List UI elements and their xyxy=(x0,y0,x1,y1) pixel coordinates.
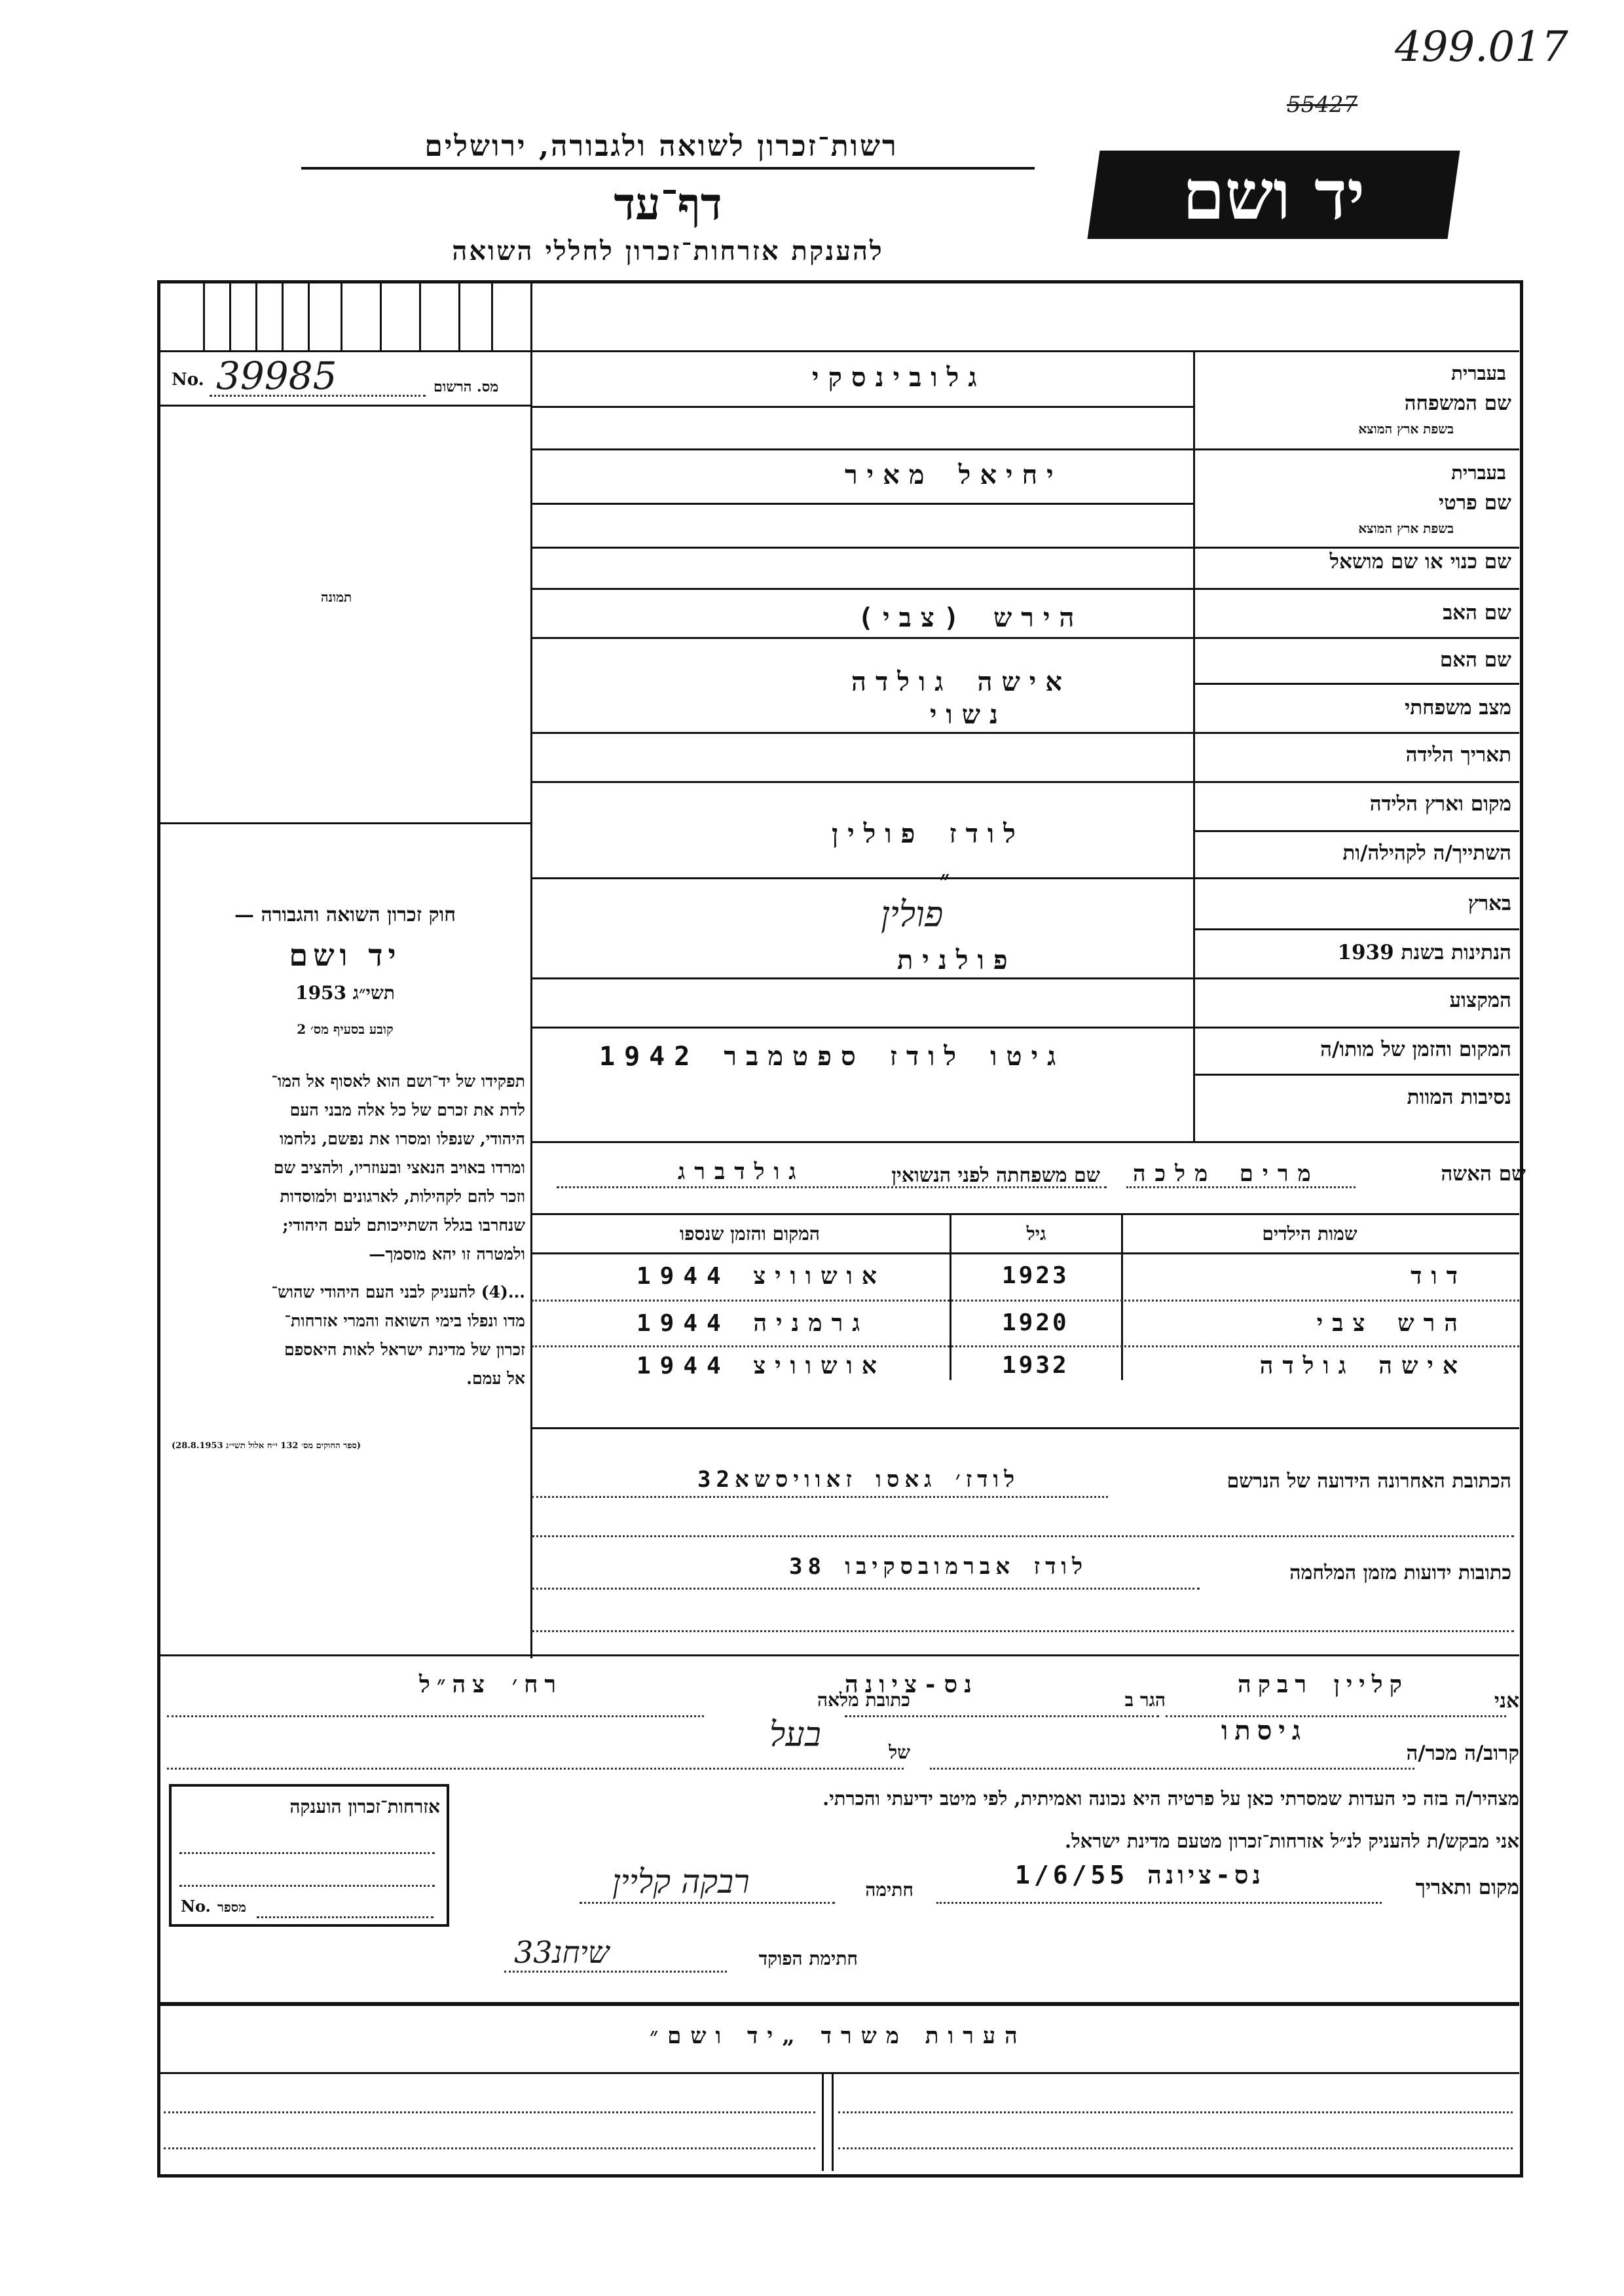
first-name-origin-label: בשפת ארץ המוצא xyxy=(1358,520,1454,536)
remarks-divider xyxy=(157,2072,1519,2074)
father-value: הירש (צבי) xyxy=(858,603,1084,633)
first-name-hebrew-label: בעברית xyxy=(1451,462,1506,484)
declarant-city-dots xyxy=(845,1715,1159,1717)
code-box-line xyxy=(491,280,493,350)
declarant-of-label: של xyxy=(889,1741,910,1763)
community-value: לודז פולין xyxy=(832,819,1025,849)
child-age: 1920 xyxy=(1002,1309,1069,1336)
law-name: יד ושם xyxy=(289,938,401,973)
child-age: 1932 xyxy=(1002,1352,1069,1379)
child-age: 1923 xyxy=(1002,1262,1069,1289)
nickname-label: שם כנוי או שם מושאל xyxy=(1329,550,1511,574)
authority-underline xyxy=(301,167,1035,170)
wife-label: שם האשה xyxy=(1441,1162,1526,1186)
child-place: אושוויצ 1944 xyxy=(637,1263,886,1290)
law-line: ומרדו באויב הנאצי ובעוזריו, ולהציב שם xyxy=(273,1158,525,1177)
war-address-dots-2 xyxy=(532,1630,1514,1632)
place-date-dots xyxy=(936,1902,1382,1904)
law-line: אל עמם. xyxy=(466,1369,525,1388)
officer-signature: שיחנ33 xyxy=(514,1935,610,1970)
law-line: ...(4) להעניק לבני העם היהודי שהוש־ xyxy=(271,1283,525,1302)
remarks-dots xyxy=(838,2111,1513,2113)
first-name-value: יחיאל מאיר xyxy=(845,460,1063,490)
mother-label: שם האם xyxy=(1439,648,1511,672)
child-name: אישה גולדה xyxy=(1259,1353,1467,1379)
death-label: המקום והזמן של מותו/ה xyxy=(1320,1038,1511,1061)
profession-label: המקצוע xyxy=(1449,989,1511,1012)
children-top xyxy=(532,1213,1519,1215)
law-year: תשי״ג 1953 xyxy=(295,982,395,1004)
remarks-dots xyxy=(838,2147,1513,2149)
last-address-value: לודז׳ גאסו זאוויסשא32 xyxy=(697,1467,1020,1493)
left-divider xyxy=(157,405,532,407)
father-label: שם האב xyxy=(1443,601,1511,625)
declarant-city: נס-ציונה xyxy=(845,1671,978,1698)
signature-dots xyxy=(580,1902,835,1904)
wife-value: מרים מלכה xyxy=(1133,1161,1320,1187)
country-ditto: ״ xyxy=(940,865,959,895)
mother-value: אישה גולדה xyxy=(851,667,1071,697)
officer-signature-label: חתימת הפוקד xyxy=(758,1948,858,1969)
birth-date-label: תאריך הלידה xyxy=(1405,743,1511,767)
officer-dots xyxy=(504,1971,727,1973)
remarks-center-line xyxy=(822,2072,824,2171)
law-line: היהודי, שנפלו ומסרו את נפשם, נלחמו xyxy=(279,1129,525,1148)
row-line xyxy=(1193,830,1519,832)
circumstances-label: נסיבות המוות xyxy=(1407,1085,1511,1109)
birth-place-label: מקום וארץ הלידה xyxy=(1369,792,1511,816)
form-subtitle: להענקת אזרחות־זכרון לחללי השואה xyxy=(452,236,884,266)
row-line xyxy=(532,547,1519,549)
registration-number: 39985 xyxy=(216,354,337,398)
registration-no-label: No. xyxy=(172,370,204,390)
death-value: גיטו לודז ספטמבר 1942 xyxy=(599,1042,1065,1072)
marital-label: מצב משפחתי xyxy=(1405,696,1511,720)
request-text: אני מבקש/ת להעניק לנ״ל אזרחות־זכרון מטעם מדינת ישראל. xyxy=(1065,1830,1519,1852)
declarant-of-value: בעל xyxy=(769,1715,821,1755)
country-handwritten: פולין xyxy=(881,894,944,935)
yad-vashem-logo xyxy=(1088,151,1460,239)
declarant-i-label: אני xyxy=(1494,1689,1519,1713)
law-line: לדת את זכרם של כל אלה מבני העם xyxy=(289,1101,525,1120)
code-box-line xyxy=(308,280,310,350)
code-box-line xyxy=(282,280,284,350)
place-date-label: מקום ותאריך xyxy=(1415,1876,1519,1899)
children-row xyxy=(532,1345,1519,1388)
maiden-value: גולדברג xyxy=(678,1159,805,1185)
remarks-top-thick xyxy=(157,2002,1519,2006)
first-name-label: שם פרטי xyxy=(1438,491,1511,515)
child-place: גרמניה 1944 xyxy=(637,1310,870,1337)
code-boxes xyxy=(183,280,530,350)
box-dots xyxy=(257,1916,434,1918)
row-line xyxy=(532,637,1519,639)
signature-label: חתימה xyxy=(865,1879,913,1901)
logo-text: יד ושם xyxy=(1182,155,1365,235)
code-box-line xyxy=(255,280,257,350)
law-line: תפקידו של יד־ושם הוא לאסוף אל המו־ xyxy=(271,1072,525,1091)
row-line xyxy=(1193,683,1519,685)
remarks-dots xyxy=(164,2147,815,2149)
declarant-street: רח׳ צה״ל xyxy=(419,1671,563,1698)
code-box-line xyxy=(458,280,460,350)
last-address-dots xyxy=(532,1496,1108,1498)
citizenship-value: פולנית xyxy=(897,945,1017,975)
declarant-relative-label: קרוב/ה מכר/ה xyxy=(1406,1741,1519,1765)
declarant-signature: רבקה קליין xyxy=(612,1863,750,1901)
family-name-origin-label: בשפת ארץ המוצא xyxy=(1358,421,1454,437)
registration-he-label: מס. הרשום xyxy=(434,378,499,395)
law-line: שנחרבו בגלל השתייכותם לעם היהודי; xyxy=(282,1216,525,1235)
relation-dots xyxy=(930,1768,1414,1770)
photo-bottom xyxy=(157,822,532,824)
country-label: בארץ xyxy=(1467,892,1511,915)
children-header-line xyxy=(532,1252,1519,1254)
family-name-hebrew-label: בעברית xyxy=(1451,362,1506,384)
declarant-name-dots xyxy=(1166,1715,1506,1717)
child-name: דוד xyxy=(1411,1263,1467,1290)
box-no-label: No. xyxy=(181,1897,211,1916)
community-label: השתייך/ה לקהילה/ות xyxy=(1342,841,1511,865)
family-name-value: גלובינסקי xyxy=(812,363,986,393)
frame-divider xyxy=(157,350,1519,352)
children-header-place: המקום והזמן שנספו xyxy=(680,1223,820,1245)
box-he-no-label: מספר xyxy=(217,1899,246,1915)
declarant-full-address-label: כתובת מלאה xyxy=(817,1689,910,1711)
children-bottom xyxy=(532,1427,1519,1429)
law-text xyxy=(172,1067,525,1393)
left-column-border xyxy=(530,280,532,1658)
form-title: דף־עד xyxy=(614,178,722,230)
law-line: וזכר להם לקהילות, לארגונים ולמוסדות xyxy=(280,1187,525,1206)
children-header-names: שמות הילדים xyxy=(1262,1223,1357,1245)
child-name: הרש צבי xyxy=(1316,1310,1467,1337)
law-clause: קובע בסעיף מס׳ 2 xyxy=(297,1021,394,1037)
label-column-border xyxy=(1193,350,1195,1142)
archive-number: 499.017 xyxy=(1395,23,1568,71)
citizenship-label: הנתינות בשנת 1939 xyxy=(1337,941,1511,964)
citizenship-granted-title: אזרחות־זכרון הוענקה xyxy=(289,1796,440,1817)
law-title: חוק זכרון השואה והגבורה — xyxy=(234,903,456,926)
code-box-line xyxy=(203,280,205,350)
law-line: ולמטרה זו יהא מוסמך— xyxy=(369,1245,525,1264)
declarant-name: קליין רבקה xyxy=(1238,1671,1409,1698)
maiden-name-label: שם משפחתה לפני הנשואין xyxy=(891,1164,1100,1187)
struck-number: 55427 xyxy=(1287,92,1358,118)
remarks-center-line xyxy=(832,2072,834,2171)
law-citation: (ספר החוקים מס׳ 132 י״ח אלול תשי״ג 28.8.1953) xyxy=(172,1441,361,1451)
code-box-line xyxy=(341,280,342,350)
row-line xyxy=(532,781,1519,783)
code-box-line xyxy=(380,280,382,350)
section-divider xyxy=(157,1654,1519,1656)
declarant-street-dots xyxy=(167,1715,704,1717)
remarks-dots xyxy=(164,2111,815,2113)
last-address-label: הכתובת האחרונה הידועה של הנרשם xyxy=(1227,1470,1511,1493)
maiden-dots xyxy=(557,1186,1107,1188)
war-address-dots xyxy=(532,1588,1200,1590)
declarant-resides-label: הגר ב xyxy=(1124,1689,1166,1711)
children-row-line xyxy=(532,1300,1519,1302)
row-line xyxy=(532,406,1193,408)
row-line xyxy=(532,977,1519,979)
row-line xyxy=(1193,928,1519,930)
photo-label: תמונה xyxy=(321,589,352,605)
row-line xyxy=(532,503,1193,505)
citizenship-granted-box xyxy=(169,1784,449,1927)
of-dots xyxy=(167,1768,904,1770)
authority-name: רשות־זכרון לשואה ולגבורה, ירושלים xyxy=(424,130,898,163)
row-line xyxy=(532,732,1519,734)
children-row xyxy=(532,1256,1519,1298)
row-line xyxy=(532,588,1519,590)
children-header-age: גיל xyxy=(1026,1223,1046,1245)
declaration-text: מצהיר/ה בזה כי העדות שמסרתי כאן על פרטיה היא נכונה ואמיתית, לפי מיטב ידיעתי והכרתי. xyxy=(822,1787,1519,1810)
declarant-relation: גיסתו xyxy=(1221,1716,1308,1746)
children-row xyxy=(532,1303,1519,1345)
war-address-value: לודז אברמובסקיבו 38 xyxy=(789,1554,1088,1580)
family-name-label: שם המשפחה xyxy=(1404,392,1511,415)
last-address-dots-2 xyxy=(532,1535,1514,1537)
row-line xyxy=(532,877,1519,879)
box-dots xyxy=(179,1852,435,1854)
marital-value: נשוי xyxy=(930,700,1008,730)
code-box-line xyxy=(229,280,231,350)
row-line xyxy=(532,448,1519,450)
law-line: מדו ונפלו בימי השואה והמרי אזרחות־ xyxy=(284,1311,525,1330)
row-line xyxy=(532,1141,1519,1143)
place-date-value: נס-ציונה 1/6/55 xyxy=(1015,1861,1264,1889)
box-dots xyxy=(179,1885,435,1887)
law-line: זכרון של מדינת ישראל לאות היאספם xyxy=(284,1340,525,1359)
child-place: אושוויצ 1944 xyxy=(637,1353,886,1379)
code-box-line xyxy=(419,280,421,350)
row-line xyxy=(1193,1074,1519,1076)
remarks-title: הערות משרד „יד ושם״ xyxy=(650,2023,1027,2049)
war-address-label: כתובות ידועות מזמן המלחמה xyxy=(1289,1561,1511,1584)
row-line xyxy=(532,1027,1519,1029)
